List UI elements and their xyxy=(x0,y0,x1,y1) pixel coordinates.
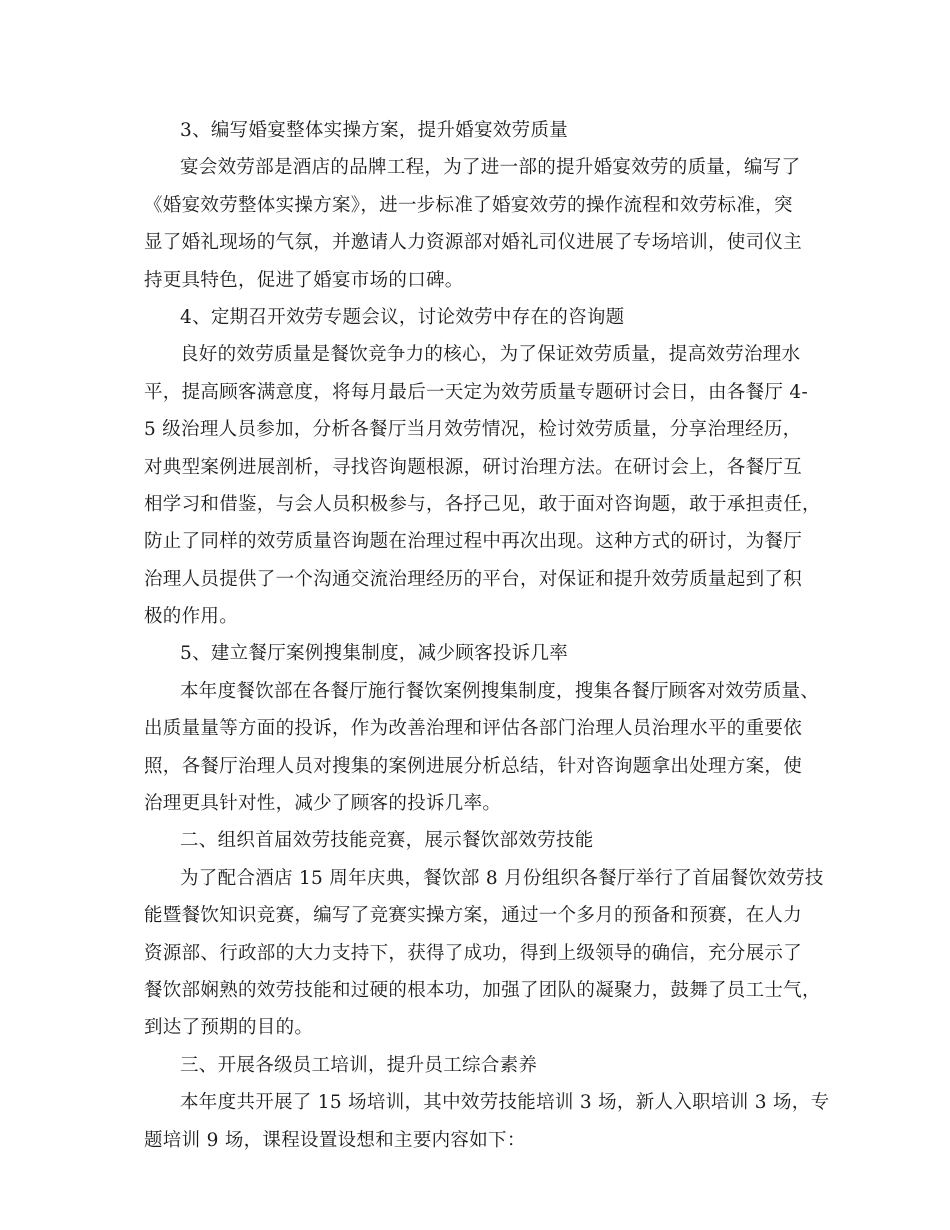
paragraph-line: 良好的效劳质量是餐饮竞争力的核心，为了保证效劳质量，提高效劳治理水 xyxy=(180,344,801,366)
paragraph-line: 宴会效劳部是酒店的品牌工程，为了进一部的提升婚宴效劳的质量，编写了 xyxy=(180,157,801,179)
paragraph-line: 为了配合酒店 15 周年庆典，餐饮部 8 月份组织各餐厅举行了首届餐饮效劳技 xyxy=(180,867,824,889)
paragraph-line: 显了婚礼现场的气氛，并邀请人力资源部对婚礼司仪进展了专场培训，使司仪主 xyxy=(144,232,803,254)
paragraph-line: 5 级治理人员参加，分析各餐厅当月效劳情况，检讨效劳质量，分享治理经历， xyxy=(144,419,802,441)
paragraph-line: 防止了同样的效劳质量咨询题在治理过程中再次出现。这种方式的研讨，为餐厅 xyxy=(144,531,803,553)
section-heading-san: 三、开展各级员工培训，提升员工综合素养 xyxy=(180,1054,538,1076)
paragraph-line: 对典型案例进展剖析，寻找咨询题根源，研讨治理方法。在研讨会上，各餐厅互 xyxy=(144,456,803,478)
paragraph-line: 餐饮部娴熟的效劳技能和过硬的根本功，加强了团队的凝聚力，鼓舞了员工士气， xyxy=(144,979,821,1001)
section-heading-er: 二、组织首届效劳技能竞赛，展示餐饮部效劳技能 xyxy=(180,830,594,852)
section-heading-4: 4、定期召开效劳专题会议，讨论效劳中存在的咨询题 xyxy=(180,306,625,328)
paragraph-line: 本年度餐饮部在各餐厅施行餐饮案例搜集制度，搜集各餐厅顾客对效劳质量、 xyxy=(180,680,820,702)
paragraph-line: 本年度共开展了 15 场培训，其中效劳技能培训 3 场，新人入职培训 3 场，专 xyxy=(180,1092,830,1114)
paragraph-line: 能暨餐饮知识竞赛，编写了竞赛实操方案，通过一个多月的预备和预赛，在人力 xyxy=(144,905,803,927)
section-heading-3: 3、编写婚宴整体实操方案，提升婚宴效劳质量 xyxy=(180,120,569,141)
paragraph-line: 题培训 9 场，课程设置设想和主要内容如下： xyxy=(144,1129,526,1151)
paragraph-line: 《婚宴效劳整体实操方案》，进一步标准了婚宴效劳的操作流程和效劳标准，突 xyxy=(144,194,793,216)
paragraph-line: 治理人员提供了一个沟通交流治理经历的平台，对保证和提升效劳质量起到了积 xyxy=(144,568,803,590)
paragraph-line: 持更具特色，促进了婚宴市场的口碑。 xyxy=(144,269,464,291)
paragraph-line: 极的作用。 xyxy=(144,606,239,628)
paragraph-line: 出质量量等方面的投诉，作为改善治理和评估各部门治理人员治理水平的重要依 xyxy=(144,718,803,740)
paragraph-line: 照，各餐厅治理人员对搜集的案例进展分析总结，针对咨询题拿出处理方案，使 xyxy=(144,755,803,777)
paragraph-line: 相学习和借鉴，与会人员积极参与，各抒己见，敢于面对咨询题，敢于承担责任， xyxy=(144,493,821,515)
document-body xyxy=(144,112,830,1159)
paragraph-line: 平，提高顾客满意度，将每月最后一天定为效劳质量专题研讨会日，由各餐厅 4- xyxy=(144,381,809,403)
section-heading-5: 5、建立餐厅案例搜集制度，减少顾客投诉几率 xyxy=(180,643,569,665)
paragraph-line: 资源部、行政部的大力支持下，获得了成功，得到上级领导的确信，充分展示了 xyxy=(144,942,803,964)
paragraph-line: 到达了预期的目的。 xyxy=(144,1017,314,1039)
paragraph-line: 治理更具针对性，减少了顾客的投诉几率。 xyxy=(144,793,502,815)
